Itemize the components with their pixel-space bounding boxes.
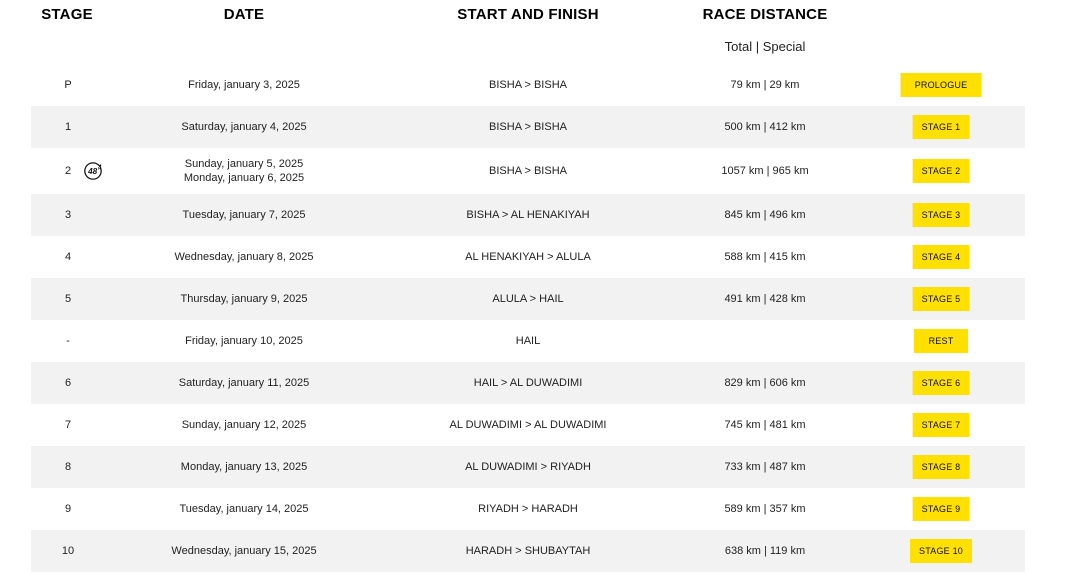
stage-route: HAIL	[515, 335, 541, 347]
stage-number: 4	[64, 251, 72, 263]
stage-distance: 589 km | 357 km	[724, 503, 806, 515]
stage-route: RIYADH > HARADH	[478, 503, 578, 515]
date-line: Monday, january 6, 2025	[183, 172, 305, 184]
stage-number: 6	[64, 377, 72, 389]
stage-distance: 588 km | 415 km	[724, 251, 806, 263]
stage-button-cell	[913, 159, 970, 183]
stage-link-button[interactable]: STAGE 7	[913, 413, 970, 437]
stage-date	[181, 292, 308, 306]
date-line: Saturday, january 4, 2025	[181, 121, 307, 133]
stage-distance: 1057 km | 965 km	[721, 165, 809, 177]
stage-route: BISHA > AL HENAKIYAH	[466, 209, 590, 221]
stage-number: -	[66, 335, 70, 347]
stage-distance: 491 km | 428 km	[724, 293, 806, 305]
stage-route: BISHA > BISHA	[489, 121, 567, 133]
48h-badge-icon	[84, 162, 103, 181]
stage-route: AL HENAKIYAH > ALULA	[465, 251, 591, 263]
table-row	[31, 362, 1025, 404]
stage-route: HARADH > SHUBAYTAH	[465, 545, 591, 557]
date-line: Sunday, january 5, 2025	[184, 158, 304, 170]
stage-route: AL DUWADIMI > AL DUWADIMI	[449, 419, 607, 431]
stage-number: 1	[64, 121, 72, 133]
stage-date	[182, 418, 307, 432]
stage-button-cell	[913, 245, 970, 269]
stage-date	[184, 157, 304, 185]
stage-distance: 500 km | 412 km	[724, 121, 806, 133]
stages-table	[31, 64, 1025, 572]
stage-date	[174, 250, 313, 264]
stage-link-button[interactable]: STAGE 5	[913, 287, 970, 311]
stage-date	[181, 460, 307, 474]
stage-link-button[interactable]: STAGE 9	[913, 497, 970, 521]
stage-button-cell	[901, 73, 982, 97]
table-row	[31, 320, 1025, 362]
table-row	[31, 530, 1025, 572]
stage-route: ALULA > HAIL	[492, 293, 564, 305]
stage-button-cell	[913, 497, 970, 521]
stage-button-cell	[913, 413, 970, 437]
stage-distance: 79 km | 29 km	[730, 79, 800, 91]
date-line: Friday, january 3, 2025	[188, 79, 300, 91]
stage-button-cell	[913, 287, 970, 311]
stage-link-button[interactable]: STAGE 2	[913, 159, 970, 183]
table-row	[31, 64, 1025, 106]
stage-route: AL DUWADIMI > RIYADH	[465, 461, 591, 473]
stage-number: P	[64, 79, 72, 91]
stage-link-button[interactable]: STAGE 10	[910, 539, 972, 563]
stage-button-cell	[913, 371, 970, 395]
stage-button-cell	[913, 203, 970, 227]
table-row	[31, 148, 1025, 194]
table-header	[0, 0, 1068, 64]
table-row	[31, 106, 1025, 148]
date-line: Monday, january 13, 2025	[180, 461, 308, 473]
stage-link-button[interactable]: STAGE 1	[913, 115, 970, 139]
stage-link-button[interactable]: STAGE 3	[913, 203, 970, 227]
stage-date	[188, 78, 300, 92]
stage-distance: 638 km | 119 km	[724, 545, 806, 557]
stage-number: 10	[61, 545, 75, 557]
stage-distance: 745 km | 481 km	[724, 419, 806, 431]
stage-date	[181, 120, 306, 134]
table-row	[31, 236, 1025, 278]
table-row	[31, 488, 1025, 530]
stage-button-cell	[913, 455, 970, 479]
header-start-finish: START AND FINISH	[457, 6, 599, 23]
stage-button-cell	[913, 115, 970, 139]
stage-button-cell	[914, 329, 968, 353]
stage-distance: 733 km | 487 km	[724, 461, 806, 473]
date-line: Saturday, january 11, 2025	[178, 377, 310, 389]
date-line: Wednesday, january 8, 2025	[174, 251, 314, 263]
table-row	[31, 404, 1025, 446]
stage-number: 9	[64, 503, 72, 515]
stage-number: 7	[64, 419, 72, 431]
date-line: Tuesday, january 14, 2025	[179, 503, 309, 515]
date-line: Wednesday, january 15, 2025	[171, 545, 317, 557]
date-line: Tuesday, january 7, 2025	[182, 209, 306, 221]
header-distance-subtitle: Total | Special	[724, 39, 806, 54]
date-line: Sunday, january 12, 2025	[181, 419, 307, 431]
date-line: Thursday, january 9, 2025	[180, 293, 308, 305]
svg-text:H: H	[97, 166, 101, 171]
header-stage: STAGE	[41, 6, 93, 23]
stage-link-button[interactable]: STAGE 8	[913, 455, 970, 479]
table-row	[31, 194, 1025, 236]
stage-date	[183, 208, 306, 222]
table-row	[31, 278, 1025, 320]
header-race-distance: RACE DISTANCE	[702, 6, 828, 23]
table-row	[31, 446, 1025, 488]
stage-number: 5	[64, 293, 72, 305]
stage-number: 8	[64, 461, 72, 473]
stage-route: BISHA > BISHA	[489, 165, 567, 177]
stage-date	[185, 334, 303, 348]
svg-text:48: 48	[88, 167, 98, 177]
stage-date	[179, 502, 308, 516]
stage-button-cell	[910, 539, 972, 563]
stage-link-button[interactable]: STAGE 4	[913, 245, 970, 269]
header-date: DATE	[223, 6, 265, 23]
stage-link-button[interactable]: STAGE 6	[913, 371, 970, 395]
stage-number: 2	[64, 165, 72, 177]
stage-link-button[interactable]: REST	[914, 329, 968, 353]
stage-link-button[interactable]: PROLOGUE	[901, 73, 982, 97]
stage-number: 3	[64, 209, 72, 221]
stage-distance: 845 km | 496 km	[724, 209, 806, 221]
stage-date	[171, 544, 316, 558]
date-line: Friday, january 10, 2025	[185, 335, 303, 347]
stage-distance: 829 km | 606 km	[724, 377, 806, 389]
stage-date	[179, 376, 309, 390]
stage-route: BISHA > BISHA	[489, 79, 567, 91]
stage-route: HAIL > AL DUWADIMI	[473, 377, 583, 389]
